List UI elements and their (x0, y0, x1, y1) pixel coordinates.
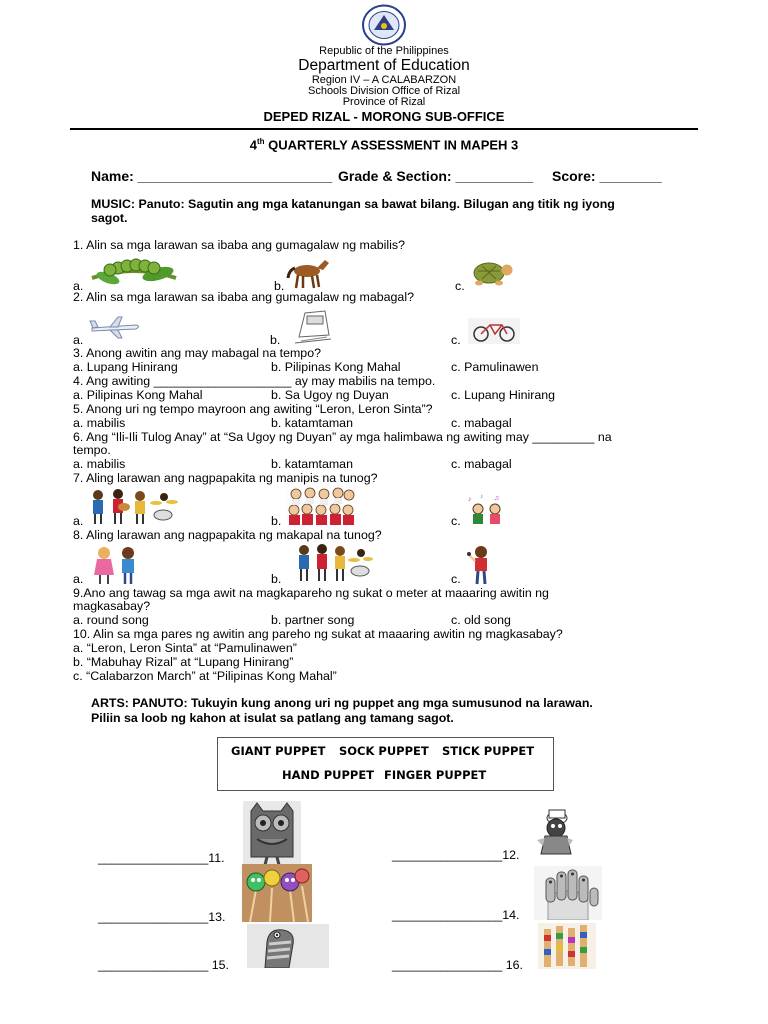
answer-blank-13[interactable]: ________________13. (98, 910, 226, 924)
music-instructions-line1: MUSIC: Panuto: Sagutin ang mga katanungan sa bawat bilang. Bilugan ang titik ng iyong (91, 197, 615, 211)
question-1: 1. Alin sa mga larawan sa ibaba ang gumagalaw ng mabilis? (73, 238, 405, 252)
q5-option-b[interactable]: b. katamtaman (271, 416, 353, 430)
answer-blank-11[interactable]: ________________11. (98, 851, 225, 865)
header-republic: Republic of the Philippines (319, 45, 449, 57)
q4-option-b[interactable]: b. Sa Ugoy ng Duyan (271, 388, 389, 402)
q6-option-c[interactable]: c. mabagal (451, 457, 512, 471)
question-2: 2. Alin sa mga larawan sa ibaba ang gumagalaw ng mabagal? (73, 290, 414, 304)
answer-blank-12[interactable]: ________________12. (392, 848, 520, 862)
q8-option-c[interactable]: c. (451, 572, 461, 586)
question-9-line1: 9.Ano ang tawag sa mga awit na magkapareho ng sukat o meter at maaaring awitin ng (73, 586, 549, 600)
question-8: 8. Aling larawan ang nagpapakita ng makapal na tunog? (73, 528, 382, 542)
q2-option-c[interactable]: c. (451, 333, 461, 347)
q6-option-a[interactable]: a. mabilis (73, 457, 126, 471)
grade-section-field[interactable]: Grade & Section: __________ (338, 168, 534, 184)
q8-option-a[interactable]: a. (73, 572, 84, 586)
choice-sock-puppet: SOCK PUPPET (339, 744, 429, 758)
arts-instructions-line1: ARTS: PANUTO: Tukuyin kung anong uri ng puppet ang mga sumusunod na larawan. (91, 696, 593, 710)
question-3: 3. Anong awitin ang may mabagal na tempo? (73, 346, 321, 360)
q9-option-a[interactable]: a. round song (73, 613, 149, 627)
train-icon (293, 307, 333, 345)
sock-puppet-icon (247, 924, 329, 968)
q3-option-c[interactable]: c. Pamulinawen (451, 360, 539, 374)
question-10: 10. Alin sa mga pares ng awitin ang pareho ng sukat at maaaring awitin ng magkasabay? (73, 627, 563, 641)
q5-option-a[interactable]: a. mabilis (73, 416, 126, 430)
svg-text:♪: ♪ (480, 494, 483, 500)
q3-option-b[interactable]: b. Pilipinas Kong Mahal (271, 360, 401, 374)
q7-option-c[interactable]: c. (451, 514, 461, 528)
header-province: Province of Rizal (342, 96, 426, 108)
question-4: 4. Ang awiting ____________________ ay may mabilis na tempo. (73, 374, 436, 388)
q1-option-c[interactable]: c. (455, 279, 465, 293)
question-6-line1: 6. Ang “Ili-Ili Tulog Anay” at “Sa Ugoy ng Duyan” ay mga halimbawa ng awiting may _________ na (73, 430, 612, 444)
q7-option-a[interactable]: a. (73, 514, 84, 528)
band-musicians-icon (88, 487, 182, 525)
colored-sticks-icon (538, 923, 596, 969)
answer-blank-15[interactable]: ________________ 15. (98, 958, 229, 972)
puppet-choices-box (217, 737, 554, 791)
header-department: Department of Education (298, 57, 470, 74)
arts-instructions-line2: Piliin sa loob ng kahon at isulat sa patlang ang tamang sagot. (91, 711, 454, 725)
deped-seal-icon (361, 4, 407, 46)
q10-option-c[interactable]: c. “Calabarzon March” at “Pilipinas Kong Mahal” (73, 669, 337, 683)
q9-option-b[interactable]: b. partner song (271, 613, 355, 627)
choice-finger-puppet: FINGER PUPPET (384, 768, 487, 782)
boy-singer-icon (466, 545, 496, 585)
score-field[interactable]: Score: ________ (552, 168, 662, 184)
page-title: 4th QUARTERLY ASSESSMENT IN MAPEH 3 (249, 137, 519, 153)
q6-option-b[interactable]: b. katamtaman (271, 457, 353, 471)
q4-option-a[interactable]: a. Pilipinas Kong Mahal (73, 388, 203, 402)
choice-hand-puppet: HAND PUPPET (282, 768, 375, 782)
singing-kids-icon (464, 493, 508, 527)
q5-option-c[interactable]: c. mabagal (451, 416, 512, 430)
q3-option-a[interactable]: a. Lupang Hinirang (73, 360, 178, 374)
question-9-line2: magkasabay? (73, 599, 151, 613)
q2-option-a[interactable]: a. (73, 333, 84, 347)
giant-puppet-owl-icon (243, 801, 301, 865)
answer-blank-16[interactable]: ________________ 16. (392, 958, 523, 972)
svg-text:♫: ♫ (494, 495, 500, 502)
choir-icon (286, 486, 356, 526)
header-divider (70, 128, 698, 130)
choice-stick-puppet: STICK PUPPET (442, 744, 535, 758)
duet-singers-icon (88, 545, 144, 585)
q2-option-b[interactable]: b. (270, 333, 281, 347)
q4-option-c[interactable]: c. Lupang Hinirang (451, 388, 556, 402)
q10-option-a[interactable]: a. “Leron, Leron Sinta” at “Pamulinawen” (73, 641, 297, 655)
header-region: Region IV – A CALABARZON (311, 74, 457, 86)
choice-giant-puppet: GIANT PUPPET (231, 744, 326, 758)
caterpillar-icon (88, 252, 180, 288)
answer-blank-14[interactable]: ________________14. (392, 908, 520, 922)
q9-option-c[interactable]: c. old song (451, 613, 511, 627)
q7-option-b[interactable]: b. (271, 514, 282, 528)
question-5: 5. Anong uri ng tempo mayroon ang awiting “Leron, Leron Sinta”? (73, 402, 433, 416)
q1-option-b[interactable]: b. (274, 279, 285, 293)
q10-option-b[interactable]: b. “Mabuhay Rizal” at “Lupang Hinirang” (73, 655, 294, 669)
bicycle-icon (468, 318, 520, 344)
finger-puppets-icon (534, 866, 602, 920)
airplane-icon (88, 314, 142, 340)
horse-icon (285, 256, 331, 290)
question-7: 7. Aling larawan ang nagpapakita ng manipis na tunog? (73, 471, 378, 485)
q8-option-b[interactable]: b. (271, 572, 282, 586)
turtle-icon (470, 259, 514, 287)
header-division: Schools Division Office of Rizal (307, 85, 461, 97)
name-field[interactable]: Name: _________________________ (91, 168, 333, 184)
header-suboffice: DEPED RIZAL - MORONG SUB-OFFICE (263, 109, 505, 124)
question-6-line2: tempo. (73, 443, 111, 457)
q1-option-a[interactable]: a. (73, 279, 84, 293)
stick-puppets-icon (242, 864, 312, 922)
svg-text:♪: ♪ (468, 496, 472, 503)
music-instructions-line2: sagot. (91, 211, 128, 225)
band-group-icon (294, 543, 374, 583)
hand-puppet-icon (533, 806, 577, 858)
